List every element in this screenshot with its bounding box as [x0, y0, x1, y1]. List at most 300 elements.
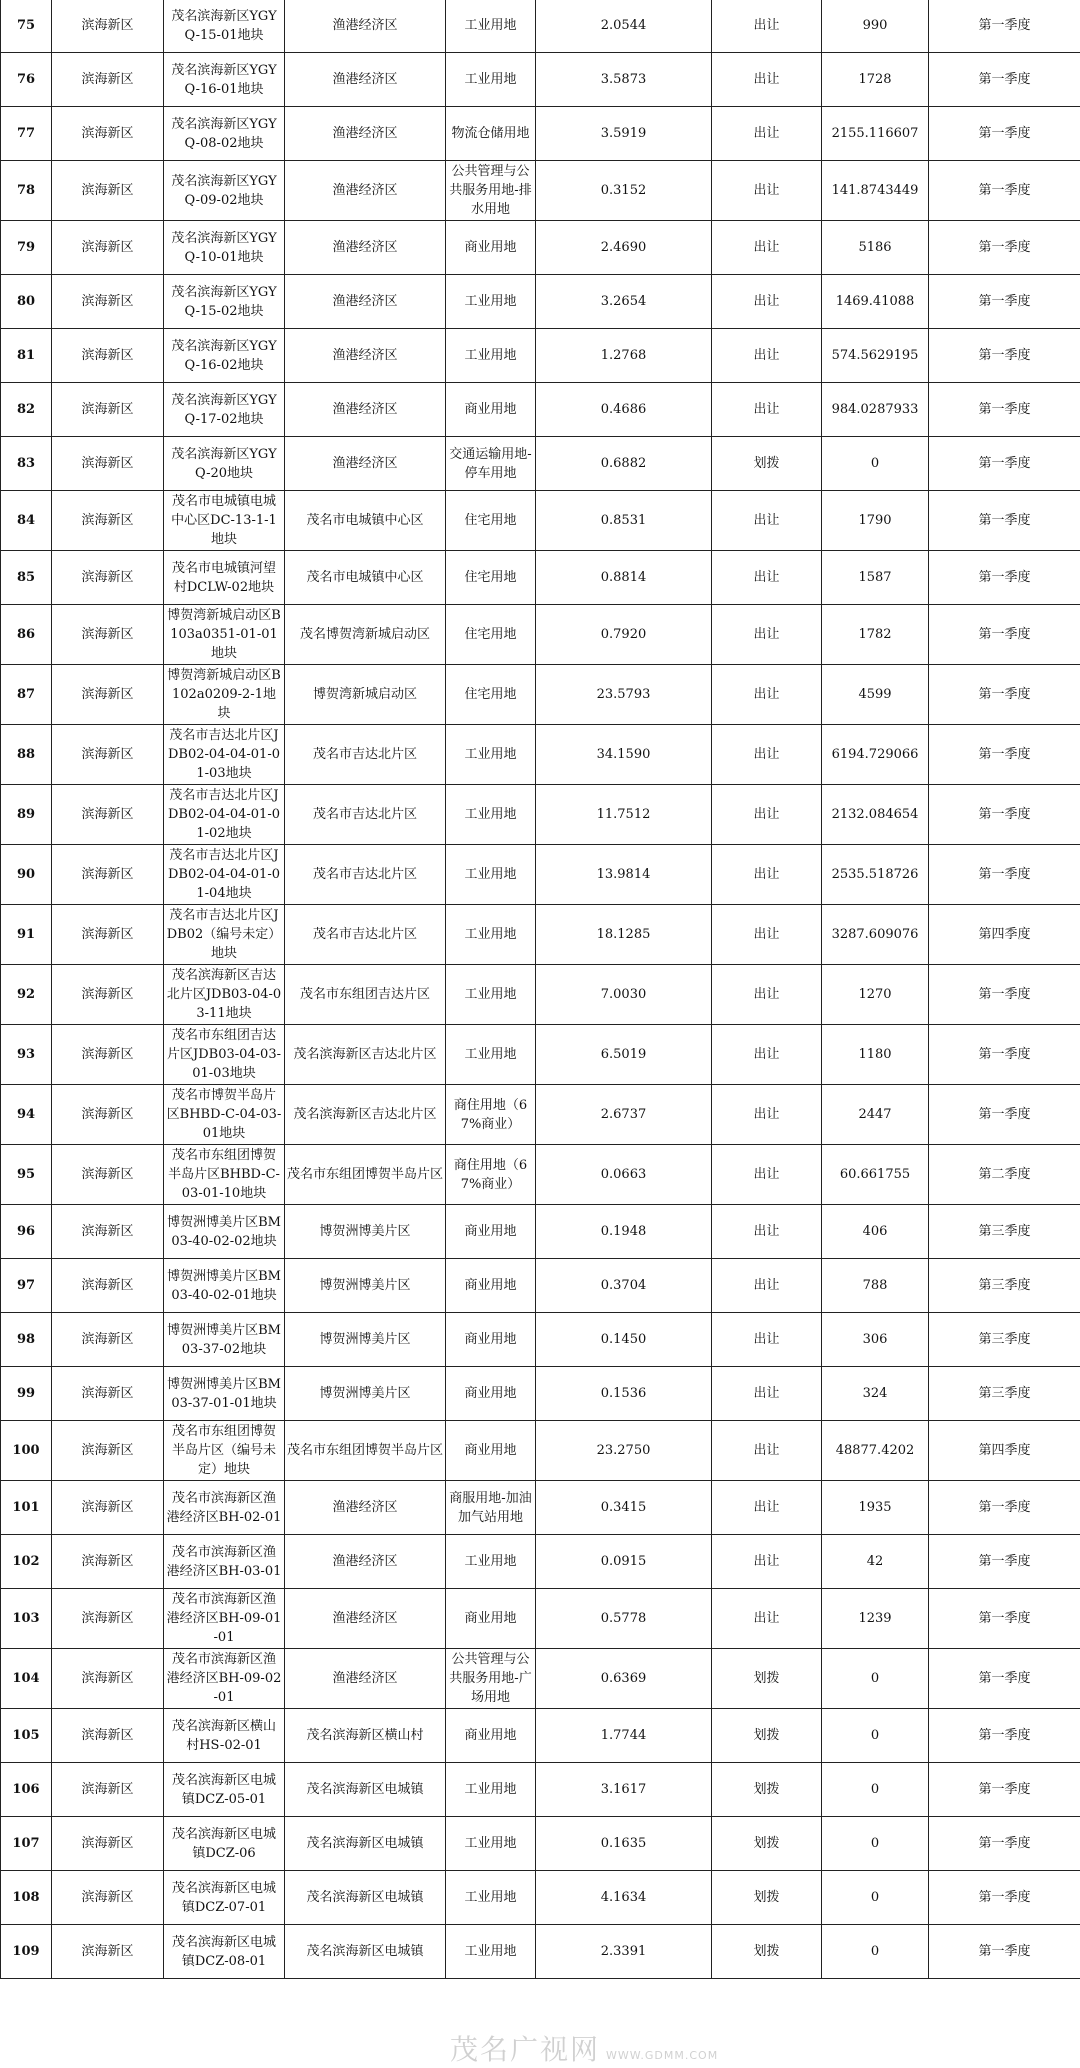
- cell-location: 渔港经济区: [285, 221, 446, 275]
- table-row: [1, 1421, 1080, 1481]
- cell-area-ha: 3.5873: [536, 53, 712, 107]
- cell-quarter: 第一季度: [929, 329, 1080, 383]
- cell-location: 茂名市吉达北片区: [285, 785, 446, 845]
- cell-parcel-name: 茂名滨海新区YGYQ-15-01地块: [164, 0, 285, 53]
- cell-parcel-name: 茂名市滨海新区渔港经济区BH-09-02-01: [164, 1649, 285, 1709]
- cell-location: 茂名滨海新区横山村: [285, 1709, 446, 1763]
- cell-quarter: 第一季度: [929, 725, 1080, 785]
- cell-location: 茂名滨海新区电城镇: [285, 1871, 446, 1925]
- cell-quarter: 第三季度: [929, 1367, 1080, 1421]
- cell-supply-mode: 划拨: [712, 437, 822, 491]
- cell-quarter: 第一季度: [929, 275, 1080, 329]
- cell-price: 2535.518726: [822, 845, 929, 905]
- cell-location: 茂名滨海新区电城镇: [285, 1925, 446, 1979]
- cell-area-ha: 1.2768: [536, 329, 712, 383]
- cell-land-use: 工业用地: [446, 275, 536, 329]
- cell-parcel-name: 茂名市东组团吉达片区JDB03-04-03-01-03地块: [164, 1025, 285, 1085]
- cell-location: 博贺洲博美片区: [285, 1259, 446, 1313]
- cell-price: 1270: [822, 965, 929, 1025]
- cell-parcel-name: 茂名滨海新区YGYQ-09-02地块: [164, 161, 285, 221]
- table-row: [1, 1145, 1080, 1205]
- cell-area-ha: 2.3391: [536, 1925, 712, 1979]
- cell-price: 0: [822, 1817, 929, 1871]
- cell-price: 0: [822, 437, 929, 491]
- cell-location: 茂名市东组团博贺半岛片区: [285, 1421, 446, 1481]
- cell-supply-mode: 出让: [712, 53, 822, 107]
- cell-supply-mode: 出让: [712, 1535, 822, 1589]
- cell-area-ha: 7.0030: [536, 965, 712, 1025]
- table-row: [1, 1817, 1080, 1871]
- cell-no: 86: [1, 605, 52, 665]
- table-row: [1, 965, 1080, 1025]
- cell-area-ha: 0.5778: [536, 1589, 712, 1649]
- table-row: [1, 905, 1080, 965]
- cell-no: 77: [1, 107, 52, 161]
- cell-no: 103: [1, 1589, 52, 1649]
- cell-supply-mode: 出让: [712, 605, 822, 665]
- cell-no: 76: [1, 53, 52, 107]
- cell-parcel-name: 茂名市电城镇河望村DCLW-02地块: [164, 551, 285, 605]
- cell-land-use: 商业用地: [446, 1421, 536, 1481]
- cell-area-ha: 1.7744: [536, 1709, 712, 1763]
- cell-quarter: 第一季度: [929, 53, 1080, 107]
- cell-no: 106: [1, 1763, 52, 1817]
- cell-district: 滨海新区: [52, 491, 164, 551]
- cell-quarter: 第一季度: [929, 605, 1080, 665]
- cell-price: 984.0287933: [822, 383, 929, 437]
- watermark-url: WWW.GDMM.COM: [606, 2049, 718, 2062]
- cell-location: 茂名市东组团吉达片区: [285, 965, 446, 1025]
- cell-area-ha: 0.0915: [536, 1535, 712, 1589]
- cell-quarter: 第一季度: [929, 437, 1080, 491]
- cell-area-ha: 13.9814: [536, 845, 712, 905]
- cell-parcel-name: 博贺洲博美片区BM03-40-02-02地块: [164, 1205, 285, 1259]
- cell-price: 5186: [822, 221, 929, 275]
- table-row: [1, 785, 1080, 845]
- cell-supply-mode: 出让: [712, 1025, 822, 1085]
- cell-area-ha: 2.6737: [536, 1085, 712, 1145]
- cell-district: 滨海新区: [52, 1535, 164, 1589]
- cell-location: 博贺洲博美片区: [285, 1367, 446, 1421]
- cell-price: 306: [822, 1313, 929, 1367]
- cell-no: 82: [1, 383, 52, 437]
- cell-parcel-name: 茂名滨海新区电城镇DCZ-07-01: [164, 1871, 285, 1925]
- cell-no: 101: [1, 1481, 52, 1535]
- cell-no: 78: [1, 161, 52, 221]
- cell-land-use: 商业用地: [446, 1259, 536, 1313]
- cell-district: 滨海新区: [52, 1205, 164, 1259]
- table-row: [1, 329, 1080, 383]
- cell-location: 渔港经济区: [285, 161, 446, 221]
- cell-no: 84: [1, 491, 52, 551]
- cell-land-use: 工业用地: [446, 329, 536, 383]
- cell-district: 滨海新区: [52, 1259, 164, 1313]
- table-row: [1, 665, 1080, 725]
- cell-area-ha: 6.5019: [536, 1025, 712, 1085]
- cell-land-use: 公共管理与公共服务用地-广场用地: [446, 1649, 536, 1709]
- cell-district: 滨海新区: [52, 1925, 164, 1979]
- cell-land-use: 工业用地: [446, 845, 536, 905]
- cell-district: 滨海新区: [52, 1709, 164, 1763]
- table-row: [1, 1085, 1080, 1145]
- table-row: [1, 1259, 1080, 1313]
- cell-supply-mode: 划拨: [712, 1871, 822, 1925]
- table-row: [1, 725, 1080, 785]
- cell-supply-mode: 出让: [712, 1421, 822, 1481]
- cell-supply-mode: 出让: [712, 107, 822, 161]
- cell-area-ha: 0.8531: [536, 491, 712, 551]
- cell-location: 博贺湾新城启动区: [285, 665, 446, 725]
- cell-price: 1239: [822, 1589, 929, 1649]
- cell-land-use: 工业用地: [446, 1925, 536, 1979]
- cell-parcel-name: 博贺洲博美片区BM03-37-02地块: [164, 1313, 285, 1367]
- table-row: [1, 1205, 1080, 1259]
- cell-parcel-name: 茂名滨海新区YGYQ-10-01地块: [164, 221, 285, 275]
- cell-area-ha: 34.1590: [536, 725, 712, 785]
- cell-district: 滨海新区: [52, 845, 164, 905]
- cell-land-use: 工业用地: [446, 1025, 536, 1085]
- cell-supply-mode: 划拨: [712, 1817, 822, 1871]
- cell-supply-mode: 出让: [712, 329, 822, 383]
- cell-district: 滨海新区: [52, 1763, 164, 1817]
- cell-quarter: 第三季度: [929, 1259, 1080, 1313]
- cell-land-use: 工业用地: [446, 53, 536, 107]
- cell-price: 990: [822, 0, 929, 53]
- cell-price: 406: [822, 1205, 929, 1259]
- cell-price: 1790: [822, 491, 929, 551]
- cell-no: 102: [1, 1535, 52, 1589]
- cell-price: 1728: [822, 53, 929, 107]
- cell-quarter: 第一季度: [929, 665, 1080, 725]
- cell-location: 渔港经济区: [285, 0, 446, 53]
- cell-land-use: 商业用地: [446, 1709, 536, 1763]
- cell-price: 574.5629195: [822, 329, 929, 383]
- cell-supply-mode: 划拨: [712, 1649, 822, 1709]
- cell-district: 滨海新区: [52, 1421, 164, 1481]
- cell-area-ha: 23.5793: [536, 665, 712, 725]
- cell-supply-mode: 划拨: [712, 1709, 822, 1763]
- cell-district: 滨海新区: [52, 1145, 164, 1205]
- cell-area-ha: 2.0544: [536, 0, 712, 53]
- table-body: [1, 0, 1080, 1979]
- cell-price: 1782: [822, 605, 929, 665]
- cell-quarter: 第一季度: [929, 1817, 1080, 1871]
- cell-supply-mode: 出让: [712, 1145, 822, 1205]
- cell-parcel-name: 茂名市电城镇电城中心区DC-13-1-1地块: [164, 491, 285, 551]
- cell-price: 48877.4202: [822, 1421, 929, 1481]
- cell-no: 89: [1, 785, 52, 845]
- cell-no: 75: [1, 0, 52, 53]
- cell-supply-mode: 出让: [712, 725, 822, 785]
- cell-quarter: 第一季度: [929, 1085, 1080, 1145]
- cell-district: 滨海新区: [52, 1871, 164, 1925]
- cell-land-use: 公共管理与公共服务用地-排水用地: [446, 161, 536, 221]
- cell-price: 1587: [822, 551, 929, 605]
- cell-no: 87: [1, 665, 52, 725]
- cell-location: 茂名市吉达北片区: [285, 905, 446, 965]
- cell-location: 茂名市东组团博贺半岛片区: [285, 1145, 446, 1205]
- cell-land-use: 商业用地: [446, 383, 536, 437]
- cell-location: 渔港经济区: [285, 1535, 446, 1589]
- cell-area-ha: 3.1617: [536, 1763, 712, 1817]
- cell-location: 茂名滨海新区电城镇: [285, 1763, 446, 1817]
- cell-quarter: 第二季度: [929, 1145, 1080, 1205]
- cell-district: 滨海新区: [52, 905, 164, 965]
- cell-parcel-name: 茂名市东组团博贺半岛片区BHBD-C-03-01-10地块: [164, 1145, 285, 1205]
- cell-price: 60.661755: [822, 1145, 929, 1205]
- cell-parcel-name: 茂名滨海新区电城镇DCZ-08-01: [164, 1925, 285, 1979]
- cell-price: 1469.41088: [822, 275, 929, 329]
- cell-land-use: 物流仓储用地: [446, 107, 536, 161]
- cell-area-ha: 0.1948: [536, 1205, 712, 1259]
- cell-no: 80: [1, 275, 52, 329]
- cell-no: 90: [1, 845, 52, 905]
- cell-supply-mode: 出让: [712, 1589, 822, 1649]
- cell-supply-mode: 出让: [712, 491, 822, 551]
- cell-no: 105: [1, 1709, 52, 1763]
- cell-land-use: 商住用地（67%商业）: [446, 1085, 536, 1145]
- cell-district: 滨海新区: [52, 0, 164, 53]
- table-row: [1, 1367, 1080, 1421]
- cell-no: 104: [1, 1649, 52, 1709]
- cell-district: 滨海新区: [52, 1085, 164, 1145]
- cell-land-use: 工业用地: [446, 1763, 536, 1817]
- cell-area-ha: 0.1450: [536, 1313, 712, 1367]
- cell-parcel-name: 茂名滨海新区YGYQ-08-02地块: [164, 107, 285, 161]
- cell-location: 茂名滨海新区吉达北片区: [285, 1085, 446, 1145]
- cell-location: 渔港经济区: [285, 275, 446, 329]
- cell-parcel-name: 茂名滨海新区YGYQ-16-01地块: [164, 53, 285, 107]
- cell-quarter: 第一季度: [929, 1649, 1080, 1709]
- cell-land-use: 住宅用地: [446, 605, 536, 665]
- cell-supply-mode: 出让: [712, 221, 822, 275]
- table-row: [1, 437, 1080, 491]
- cell-price: 141.8743449: [822, 161, 929, 221]
- cell-parcel-name: 茂名市滨海新区渔港经济区BH-02-01: [164, 1481, 285, 1535]
- cell-supply-mode: 出让: [712, 551, 822, 605]
- cell-location: 渔港经济区: [285, 1589, 446, 1649]
- cell-price: 1935: [822, 1481, 929, 1535]
- cell-district: 滨海新区: [52, 725, 164, 785]
- cell-supply-mode: 划拨: [712, 1925, 822, 1979]
- cell-parcel-name: 博贺湾新城启动区B102a0209-2-1地块: [164, 665, 285, 725]
- cell-location: 渔港经济区: [285, 329, 446, 383]
- cell-price: 4599: [822, 665, 929, 725]
- cell-district: 滨海新区: [52, 221, 164, 275]
- table-row: [1, 0, 1080, 53]
- table-row: [1, 1763, 1080, 1817]
- cell-price: 0: [822, 1925, 929, 1979]
- cell-location: 茂名市吉达北片区: [285, 845, 446, 905]
- cell-district: 滨海新区: [52, 161, 164, 221]
- cell-quarter: 第一季度: [929, 161, 1080, 221]
- cell-parcel-name: 茂名市博贺半岛片区BHBD-C-04-03-01地块: [164, 1085, 285, 1145]
- cell-district: 滨海新区: [52, 551, 164, 605]
- table-row: [1, 1871, 1080, 1925]
- cell-land-use: 工业用地: [446, 785, 536, 845]
- cell-quarter: 第一季度: [929, 551, 1080, 605]
- cell-district: 滨海新区: [52, 437, 164, 491]
- cell-no: 98: [1, 1313, 52, 1367]
- cell-price: 6194.729066: [822, 725, 929, 785]
- cell-parcel-name: 博贺洲博美片区BM03-37-01-01地块: [164, 1367, 285, 1421]
- table-row: [1, 1025, 1080, 1085]
- cell-land-use: 商业用地: [446, 1367, 536, 1421]
- table-row: [1, 1535, 1080, 1589]
- cell-district: 滨海新区: [52, 107, 164, 161]
- cell-quarter: 第一季度: [929, 107, 1080, 161]
- cell-supply-mode: 出让: [712, 275, 822, 329]
- cell-district: 滨海新区: [52, 1313, 164, 1367]
- cell-location: 博贺洲博美片区: [285, 1313, 446, 1367]
- cell-quarter: 第一季度: [929, 965, 1080, 1025]
- cell-land-use: 商业用地: [446, 1205, 536, 1259]
- cell-district: 滨海新区: [52, 1481, 164, 1535]
- cell-quarter: 第三季度: [929, 1313, 1080, 1367]
- cell-no: 107: [1, 1817, 52, 1871]
- table-row: [1, 551, 1080, 605]
- cell-location: 茂名市电城镇中心区: [285, 491, 446, 551]
- cell-no: 88: [1, 725, 52, 785]
- cell-quarter: 第一季度: [929, 1481, 1080, 1535]
- cell-district: 滨海新区: [52, 1367, 164, 1421]
- cell-district: 滨海新区: [52, 785, 164, 845]
- cell-location: 渔港经济区: [285, 107, 446, 161]
- cell-location: 渔港经济区: [285, 1649, 446, 1709]
- cell-price: 42: [822, 1535, 929, 1589]
- cell-district: 滨海新区: [52, 1025, 164, 1085]
- cell-location: 茂名市吉达北片区: [285, 725, 446, 785]
- cell-supply-mode: 出让: [712, 383, 822, 437]
- cell-area-ha: 0.4686: [536, 383, 712, 437]
- cell-parcel-name: 博贺湾新城启动区B103a0351-01-01地块: [164, 605, 285, 665]
- cell-no: 97: [1, 1259, 52, 1313]
- cell-district: 滨海新区: [52, 1589, 164, 1649]
- cell-no: 100: [1, 1421, 52, 1481]
- cell-price: 324: [822, 1367, 929, 1421]
- cell-quarter: 第一季度: [929, 0, 1080, 53]
- table-row: [1, 605, 1080, 665]
- cell-area-ha: 2.4690: [536, 221, 712, 275]
- cell-parcel-name: 茂名滨海新区横山村HS-02-01: [164, 1709, 285, 1763]
- cell-district: 滨海新区: [52, 329, 164, 383]
- cell-no: 108: [1, 1871, 52, 1925]
- cell-quarter: 第四季度: [929, 905, 1080, 965]
- cell-location: 茂名滨海新区吉达北片区: [285, 1025, 446, 1085]
- cell-quarter: 第一季度: [929, 383, 1080, 437]
- cell-land-use: 商业用地: [446, 1589, 536, 1649]
- cell-land-use: 工业用地: [446, 725, 536, 785]
- cell-supply-mode: 出让: [712, 785, 822, 845]
- cell-parcel-name: 茂名滨海新区YGYQ-20地块: [164, 437, 285, 491]
- cell-land-use: 商业用地: [446, 1313, 536, 1367]
- table-row: [1, 1481, 1080, 1535]
- cell-area-ha: 4.1634: [536, 1871, 712, 1925]
- cell-area-ha: 0.3415: [536, 1481, 712, 1535]
- cell-land-use: 工业用地: [446, 965, 536, 1025]
- cell-location: 茂名市电城镇中心区: [285, 551, 446, 605]
- cell-parcel-name: 茂名市滨海新区渔港经济区BH-09-01-01: [164, 1589, 285, 1649]
- cell-no: 92: [1, 965, 52, 1025]
- table-row: [1, 1709, 1080, 1763]
- cell-parcel-name: 茂名市东组团博贺半岛片区（编号未定）地块: [164, 1421, 285, 1481]
- cell-quarter: 第一季度: [929, 785, 1080, 845]
- table-row: [1, 1589, 1080, 1649]
- cell-area-ha: 0.0663: [536, 1145, 712, 1205]
- cell-land-use: 工业用地: [446, 1535, 536, 1589]
- cell-area-ha: 0.6882: [536, 437, 712, 491]
- cell-parcel-name: 茂名市吉达北片区JDB02-04-04-01-01-02地块: [164, 785, 285, 845]
- cell-no: 93: [1, 1025, 52, 1085]
- cell-supply-mode: 划拨: [712, 1763, 822, 1817]
- watermark-brand: 茂名广视网: [450, 2033, 600, 2066]
- cell-no: 95: [1, 1145, 52, 1205]
- cell-area-ha: 23.2750: [536, 1421, 712, 1481]
- cell-parcel-name: 茂名市吉达北片区JDB02-04-04-01-01-03地块: [164, 725, 285, 785]
- cell-supply-mode: 出让: [712, 965, 822, 1025]
- cell-location: 博贺洲博美片区: [285, 1205, 446, 1259]
- cell-price: 788: [822, 1259, 929, 1313]
- cell-land-use: 工业用地: [446, 1817, 536, 1871]
- cell-parcel-name: 茂名市吉达北片区JDB02-04-04-01-01-04地块: [164, 845, 285, 905]
- cell-quarter: 第一季度: [929, 1925, 1080, 1979]
- cell-supply-mode: 出让: [712, 0, 822, 53]
- cell-price: 0: [822, 1871, 929, 1925]
- table-row: [1, 491, 1080, 551]
- table-row: [1, 1925, 1080, 1979]
- cell-location: 渔港经济区: [285, 53, 446, 107]
- watermark: [450, 2028, 718, 2068]
- cell-location: 茂名博贺湾新城启动区: [285, 605, 446, 665]
- cell-supply-mode: 出让: [712, 1313, 822, 1367]
- cell-price: 2155.116607: [822, 107, 929, 161]
- cell-land-use: 商服用地-加油加气站用地: [446, 1481, 536, 1535]
- table-row: [1, 1649, 1080, 1709]
- cell-quarter: 第一季度: [929, 1535, 1080, 1589]
- cell-supply-mode: 出让: [712, 1205, 822, 1259]
- cell-area-ha: 18.1285: [536, 905, 712, 965]
- cell-supply-mode: 出让: [712, 1085, 822, 1145]
- cell-parcel-name: 茂名市滨海新区渔港经济区BH-03-01: [164, 1535, 285, 1589]
- cell-price: 0: [822, 1763, 929, 1817]
- cell-land-use: 住宅用地: [446, 491, 536, 551]
- cell-area-ha: 0.3704: [536, 1259, 712, 1313]
- table-row: [1, 107, 1080, 161]
- cell-no: 85: [1, 551, 52, 605]
- cell-quarter: 第三季度: [929, 1205, 1080, 1259]
- cell-district: 滨海新区: [52, 275, 164, 329]
- cell-quarter: 第一季度: [929, 1709, 1080, 1763]
- cell-price: 3287.609076: [822, 905, 929, 965]
- cell-area-ha: 3.2654: [536, 275, 712, 329]
- cell-parcel-name: 茂名滨海新区吉达北片区JDB03-04-03-11地块: [164, 965, 285, 1025]
- cell-land-use: 工业用地: [446, 1871, 536, 1925]
- cell-supply-mode: 出让: [712, 665, 822, 725]
- cell-quarter: 第一季度: [929, 1871, 1080, 1925]
- cell-price: 2447: [822, 1085, 929, 1145]
- cell-quarter: 第一季度: [929, 845, 1080, 905]
- cell-district: 滨海新区: [52, 1817, 164, 1871]
- cell-district: 滨海新区: [52, 383, 164, 437]
- cell-quarter: 第一季度: [929, 1025, 1080, 1085]
- cell-supply-mode: 出让: [712, 1259, 822, 1313]
- cell-area-ha: 0.3152: [536, 161, 712, 221]
- cell-parcel-name: 茂名滨海新区YGYQ-16-02地块: [164, 329, 285, 383]
- cell-land-use: 住宅用地: [446, 551, 536, 605]
- cell-land-use: 交通运输用地-停车用地: [446, 437, 536, 491]
- cell-area-ha: 11.7512: [536, 785, 712, 845]
- table-row: [1, 383, 1080, 437]
